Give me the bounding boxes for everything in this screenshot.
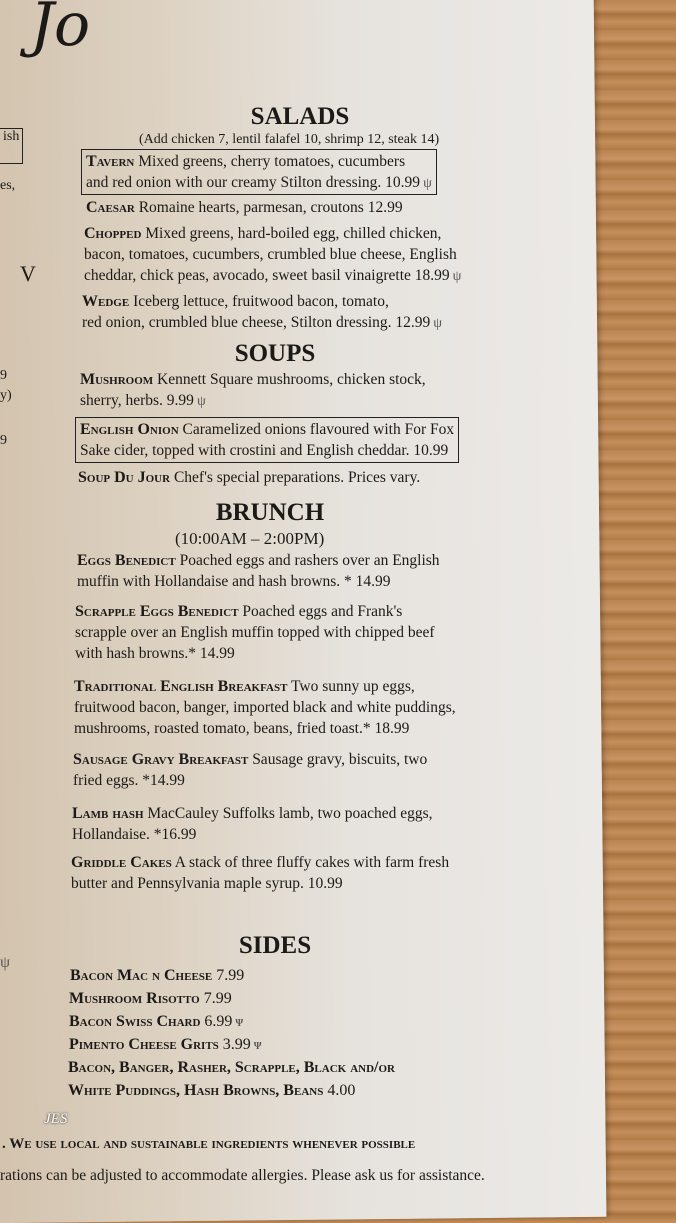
side-item: Mushroom Risotto 7.99 (69, 990, 232, 1007)
menu-item-lamb-hash: Lamb hash MacCauley Suffolks lamb, two poached eggs, Hollandaise. *16.99 (72, 805, 433, 843)
gluten-free-icon: ψ (253, 1038, 262, 1053)
handwritten-mark: Jo (30, 0, 91, 60)
vegan-icon: V (20, 261, 36, 286)
menu-item-soup-du-jour: Soup Du Jour Chef's special preparations. Prices vary. (78, 469, 421, 486)
salads-add-ons: (Add chicken 7, lentil falafel 10, shrimp 12, steak 14) (139, 132, 440, 147)
left-edge-fragment: ish (0, 128, 23, 164)
menu-item-english-onion: English Onion Caramelized onions flavoured with For Fox Sake cider, topped with crostini and English cheddar. 10.99 (75, 417, 459, 463)
section-title-salads: SALADS (250, 103, 350, 130)
section-title-brunch: BRUNCH (215, 499, 325, 526)
menu-item-traditional-english-breakfast: Traditional English Breakfast Two sunny up eggs, fruitwood bacon, banger, imported black and white puddings, mushrooms, roasted tomato, beans, fried toast.* 18.99 (74, 678, 456, 737)
menu-item-sausage-gravy-breakfast: Sausage Gravy Breakfast Sausage gravy, biscuits, two fried eggs. *14.99 (73, 751, 428, 789)
menu-item-griddle-cakes: Griddle Cakes A stack of three fluffy cakes with farm fresh butter and Pennsylvania maple syrup. 10.99 (71, 854, 450, 892)
section-title-sides: SIDES (238, 932, 312, 959)
menu-item-wedge: Wedge Iceberg lettuce, fruitwood bacon, tomato, red onion, crumbled blue cheese, Stilton dressing. 12.99 ψ (82, 293, 443, 331)
menu-item-caesar: Caesar Romaine hearts, parmesan, croutons 12.99 (86, 199, 403, 216)
gluten-free-icon: ψ (433, 316, 443, 331)
gluten-free-icon: ψ (423, 176, 432, 191)
left-edge-fragment: 9 (0, 433, 7, 448)
sustainability-note: . We use local and sustainable ingredients whenever possible (2, 1136, 416, 1152)
menu-item-scrapple-eggs-benedict: Scrapple Eggs Benedict Poached eggs and Frank's scrapple over an English muffin topped with chipped beef with hash browns.* 14.99 (75, 603, 435, 662)
brunch-hours: (10:00AM – 2:00PM) (175, 529, 325, 548)
menu-item-chopped: Chopped Mixed greens, hard-boiled egg, chilled chicken, bacon, tomatoes, cucumbers, crumbled blue cheese, English cheddar, chick peas, avocado, sweet basil vinaigrette 18.99 ψ (84, 225, 462, 284)
left-edge-fragment: 9 (0, 368, 7, 383)
gluten-free-icon: ψ (196, 394, 206, 409)
side-item: White Puddings, Hash Browns, Beans 4.00 (68, 1082, 356, 1099)
gluten-free-icon: ψ (0, 954, 11, 971)
side-item: Bacon Mac n Cheese 7.99 (70, 967, 245, 984)
section-title-soups: SOUPS (234, 340, 316, 367)
side-item: Bacon Swiss Chard 6.99 ψ (69, 1013, 244, 1030)
left-edge-fragment: es, (0, 178, 16, 193)
gluten-free-icon: ψ (452, 269, 462, 284)
menu-item-mushroom-soup: Mushroom Kennett Square mushrooms, chicken stock, sherry, herbs. 9.99 ψ (80, 371, 426, 409)
left-edge-fragment: y) (0, 388, 12, 403)
side-item: Bacon, Banger, Rasher, Scrapple, Black and/or (68, 1059, 395, 1076)
allergy-note: rations can be adjusted to accommodate allergies. Please ask us for assistance. (0, 1167, 485, 1184)
side-item: Pimento Cheese Grits 3.99 ψ (69, 1036, 262, 1053)
menu-item-eggs-benedict: Eggs Benedict Poached eggs and rashers over an English muffin with Hollandaise and hash browns. * 14.99 (77, 552, 440, 590)
gluten-free-icon: ψ (235, 1015, 244, 1030)
menu-item-tavern: Tavern Mixed greens, cherry tomatoes, cucumbers and red onion with our creamy Stilton dressing. 10.99 ψ (81, 149, 437, 195)
watermark: JES (44, 1111, 68, 1127)
